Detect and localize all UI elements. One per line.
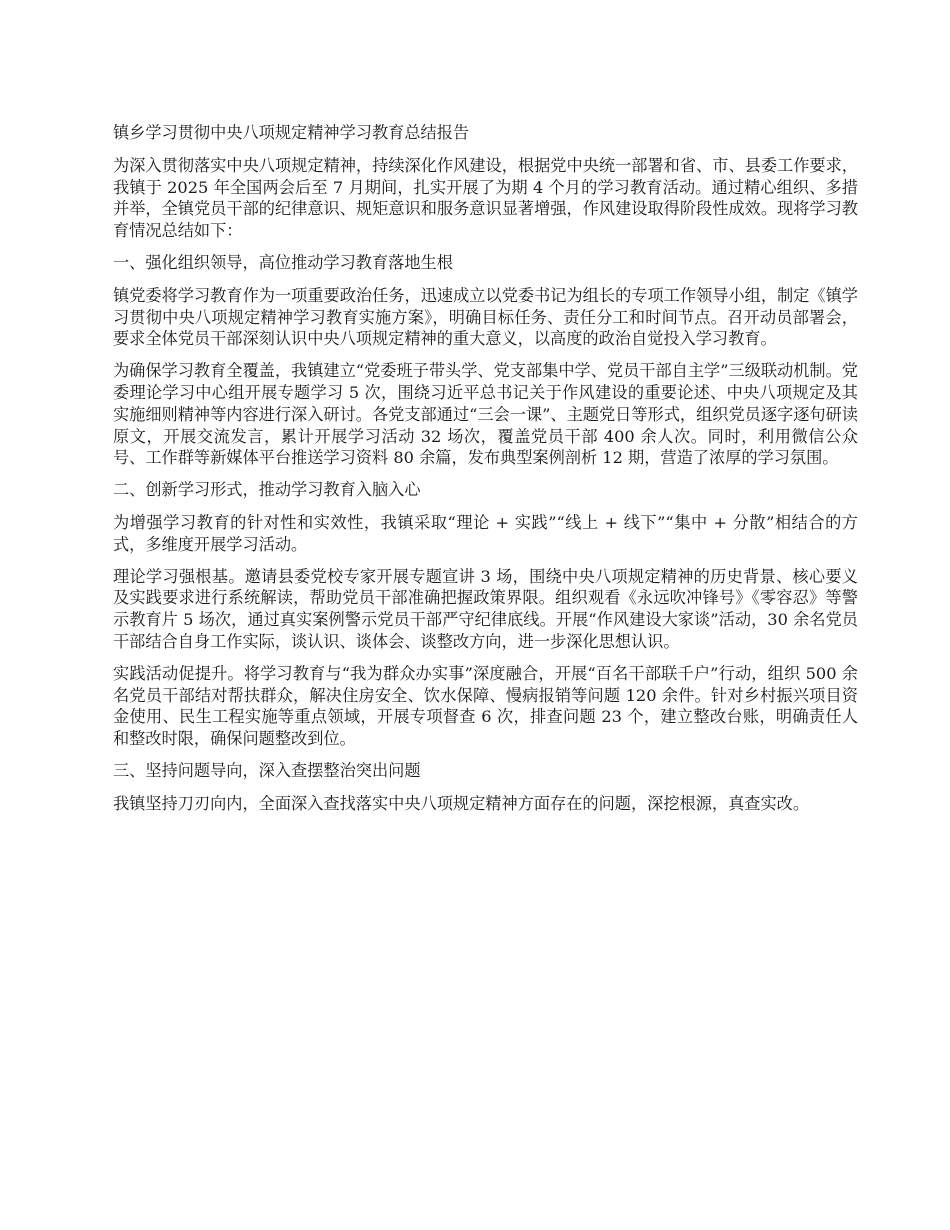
section-3-heading: 三、坚持问题导向，深入查摆整治突出问题 [113,760,421,780]
section-1-paragraph-2: 为确保学习教育全覆盖，我镇建立“党委班子带头学、党支部集中学、党员干部自主学”三级联动机制。党委理论学习中心组开展专题学习 5 次，围绕习近平总书记关于作风建设的重要论述、中央八项规定及其实施细则精神等内容进行深入研讨。各党支部通过“三会一课”、主题党日等形式，组织党员逐字逐句研读原文，开展交流发言，累计开展学习活动 32 场次，覆盖党员干部 400 余人次。同时，利用微信公众号、工作群等新媒体平台推送学习资料 80 余篇，发布典型案例剖析 12 期，营造了浓厚的学习氛围。 [113,361,858,468]
intro-paragraph: 为深入贯彻落实中央八项规定精神，持续深化作风建设，根据党中央统一部署和省、市、县委工作要求，我镇于 2025 年全国两会后至 7 月期间，扎实开展了为期 4 个月的学习教育活动。通过精心组织、多措并举，全镇党员干部的纪律意识、规矩意识和服务意识显著增强，作风建设取得阶段性成效。现将学习教育情况总结如下： [113,155,858,241]
section-1-heading: 一、强化组织领导，高位推动学习教育落地生根 [113,252,453,272]
section-2-heading: 二、创新学习形式，推动学习教育入脑入心 [113,480,421,500]
section-2-paragraph-1: 为增强学习教育的针对性和实效性，我镇采取“理论 + 实践”“线上 + 线下”“集中 + 分散”相结合的方式，多维度开展学习活动。 [113,512,858,554]
section-2-paragraph-2: 理论学习强根基。邀请县委党校专家开展专题宣讲 3 场，围绕中央八项规定精神的历史背景、核心要义及实践要求进行系统解读，帮助党员干部准确把握政策界限。组织观看《永远吹冲锋号》《零容忍》等警示教育片 5 场次，通过真实案例警示党员干部严守纪律底线。开展“作风建设大家谈”活动，30 余名党员干部结合自身工作实际，谈认识、谈体会、谈整改方向，进一步深化思想认识。 [113,566,858,651]
document-page [113,122,858,825]
document-title: 镇乡学习贯彻中央八项规定精神学习教育总结报告 [113,123,470,142]
section-3-paragraph-1: 我镇坚持刀刃向内，全面深入查找落实中央八项规定精神方面存在的问题，深挖根源，真查实改。 [113,793,810,813]
section-1-paragraph-1: 镇党委将学习教育作为一项重要政治任务，迅速成立以党委书记为组长的专项工作领导小组，制定《镇学习贯彻中央八项规定精神学习教育实施方案》，明确目标任务、责任分工和时间节点。召开动员部署会，要求全体党员干部深刻认识中央八项规定精神的重大意义，以高度的政治自觉投入学习教育。 [113,285,858,349]
section-2-paragraph-3: 实践活动促提升。将学习教育与“我为群众办实事”深度融合，开展“百名干部联千户”行动，组织 500 余名党员干部结对帮扶群众，解决住房安全、饮水保障、慢病报销等问题 120 余件。针对乡村振兴项目资金使用、民生工程实施等重点领域，开展专项督查 6 次，排查问题 23 个，建立整改台账，明确责任人和整改时限，确保问题整改到位。 [113,663,858,749]
